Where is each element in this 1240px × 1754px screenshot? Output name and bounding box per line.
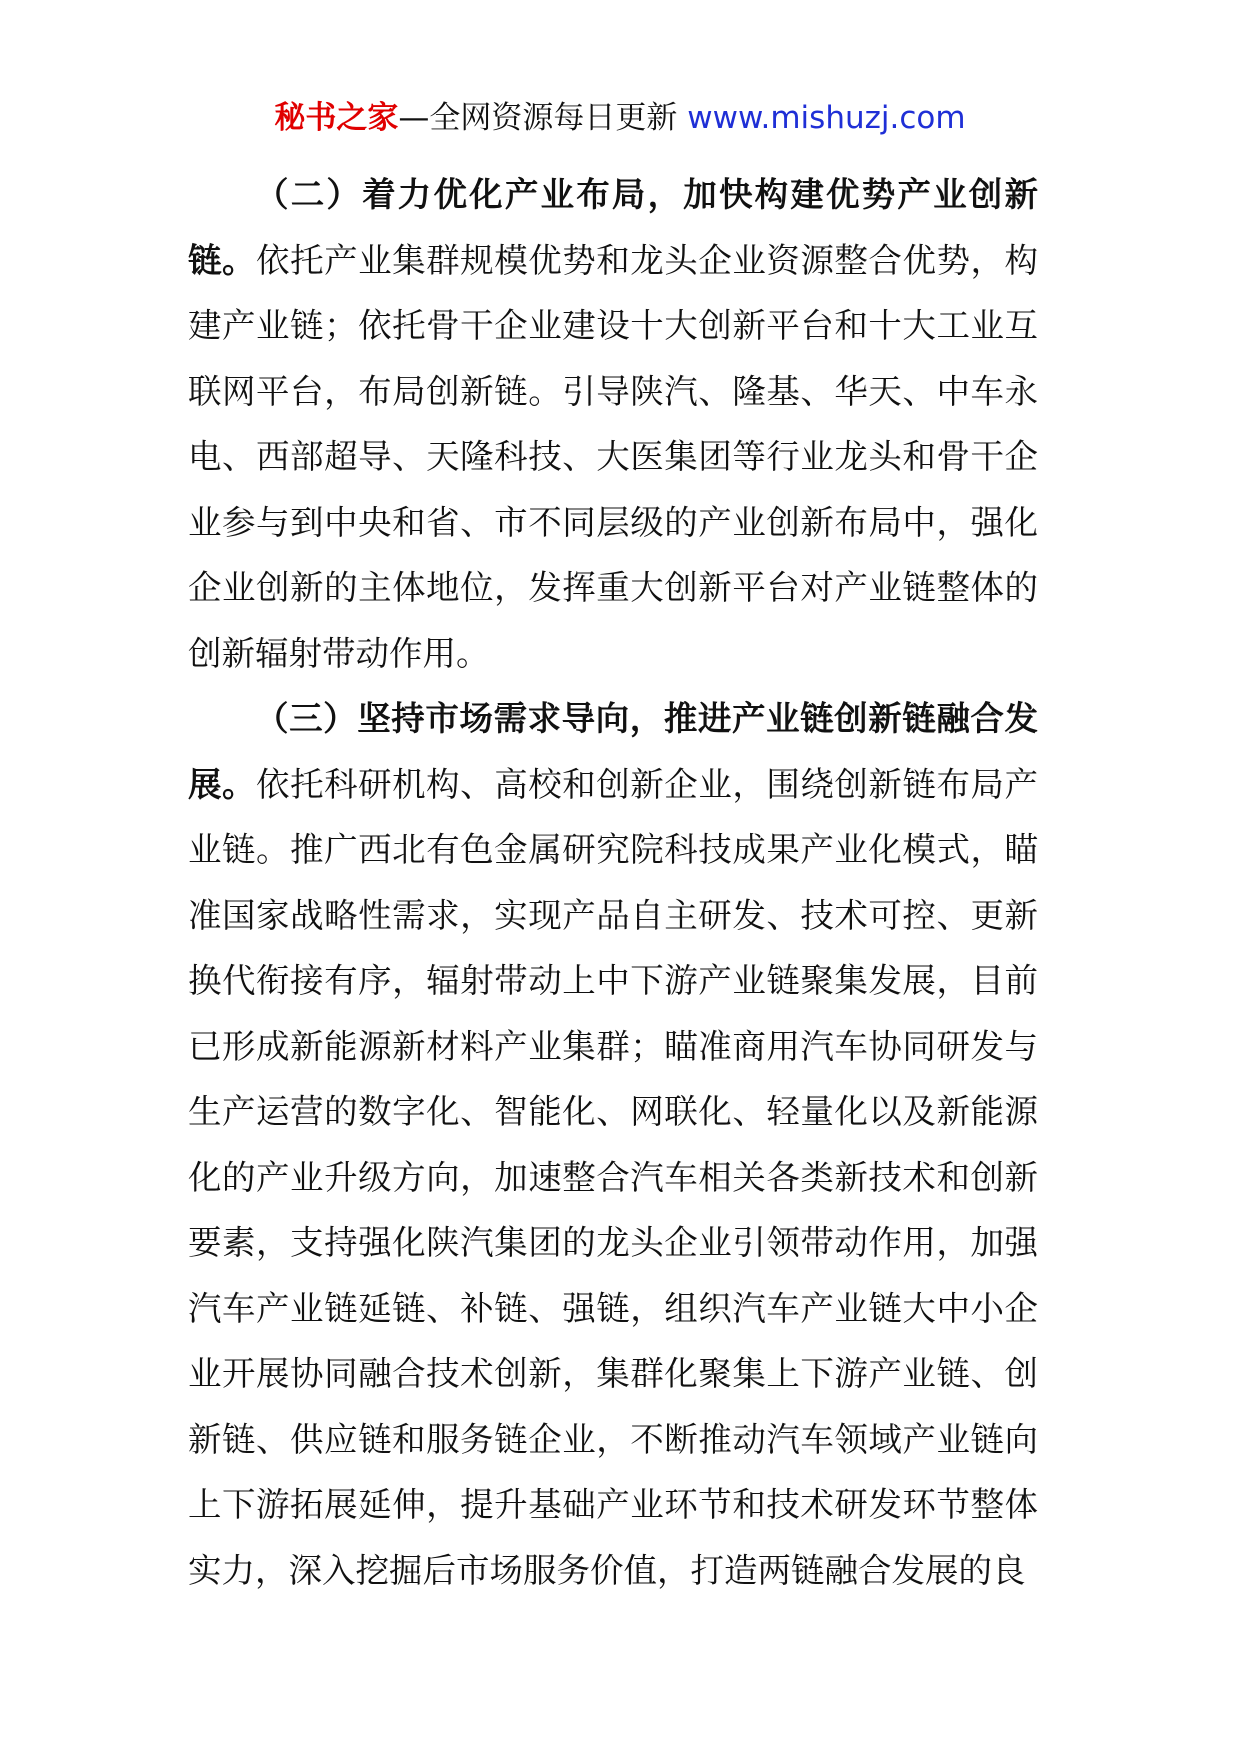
paragraph-text: 依托产业集群规模优势和龙头企业资源整合优势，构建产业链；依托骨干企业建设十大创新平台和十大工业互联网平台，布局创新链。引导陕汽、隆基、华天、中车永电、西部超导、天隆科技、大医集团等行业龙头和骨干企业参与到中央和省、市不同层级的产业创新布局中，强化企业创新的主体地位，发挥重大创新平台对产业链整体的创新辐射带动作用。 [188,240,1039,673]
paragraph-market-demand [188,686,1038,1603]
page-header [0,98,1240,138]
paragraph-text: 依托科研机构、高校和创新企业，围绕创新链布局产业链。推广西北有色金属研究院科技成果产业化模式，瞄准国家战略性需求，实现产品自主研发、技术可控、更新换代衔接有序，辐射带动上中下游产业链聚集发展，目前已形成新能源新材料产业集群；瞄准商用汽车协同研发与生产运营的数字化、智能化、网联化、轻量化以及新能源化的产业升级方向，加速整合汽车相关各类新技术和创新要素，支持强化陕汽集团的龙头企业引领带动作用，加强汽车产业链延链、补链、强链，组织汽车产业链大中小企业开展协同融合技术创新，集群化聚集上下游产业链、创新链、供应链和服务链企业，不断推动汽车领域产业链向上下游拓展延伸，提升基础产业环节和技术研发环节整体实力，深入挖掘后市场服务价值，打造两链融合发展的良 [188,764,1039,1590]
paragraph-heading: （二）着力优化产业布局，加快构建优势产业创新链。 [188,175,1038,280]
paragraph-heading: （三）坚持市场需求导向，推进产业链创新链融合发展。 [188,699,1038,804]
site-url[interactable]: www.mishuzj.com [687,100,966,136]
paragraph-optimize-layout [188,162,1038,686]
brand-name: 秘书之家 [274,100,399,136]
document-body [188,162,1038,1603]
header-tagline: —全网资源每日更新 [398,100,678,136]
